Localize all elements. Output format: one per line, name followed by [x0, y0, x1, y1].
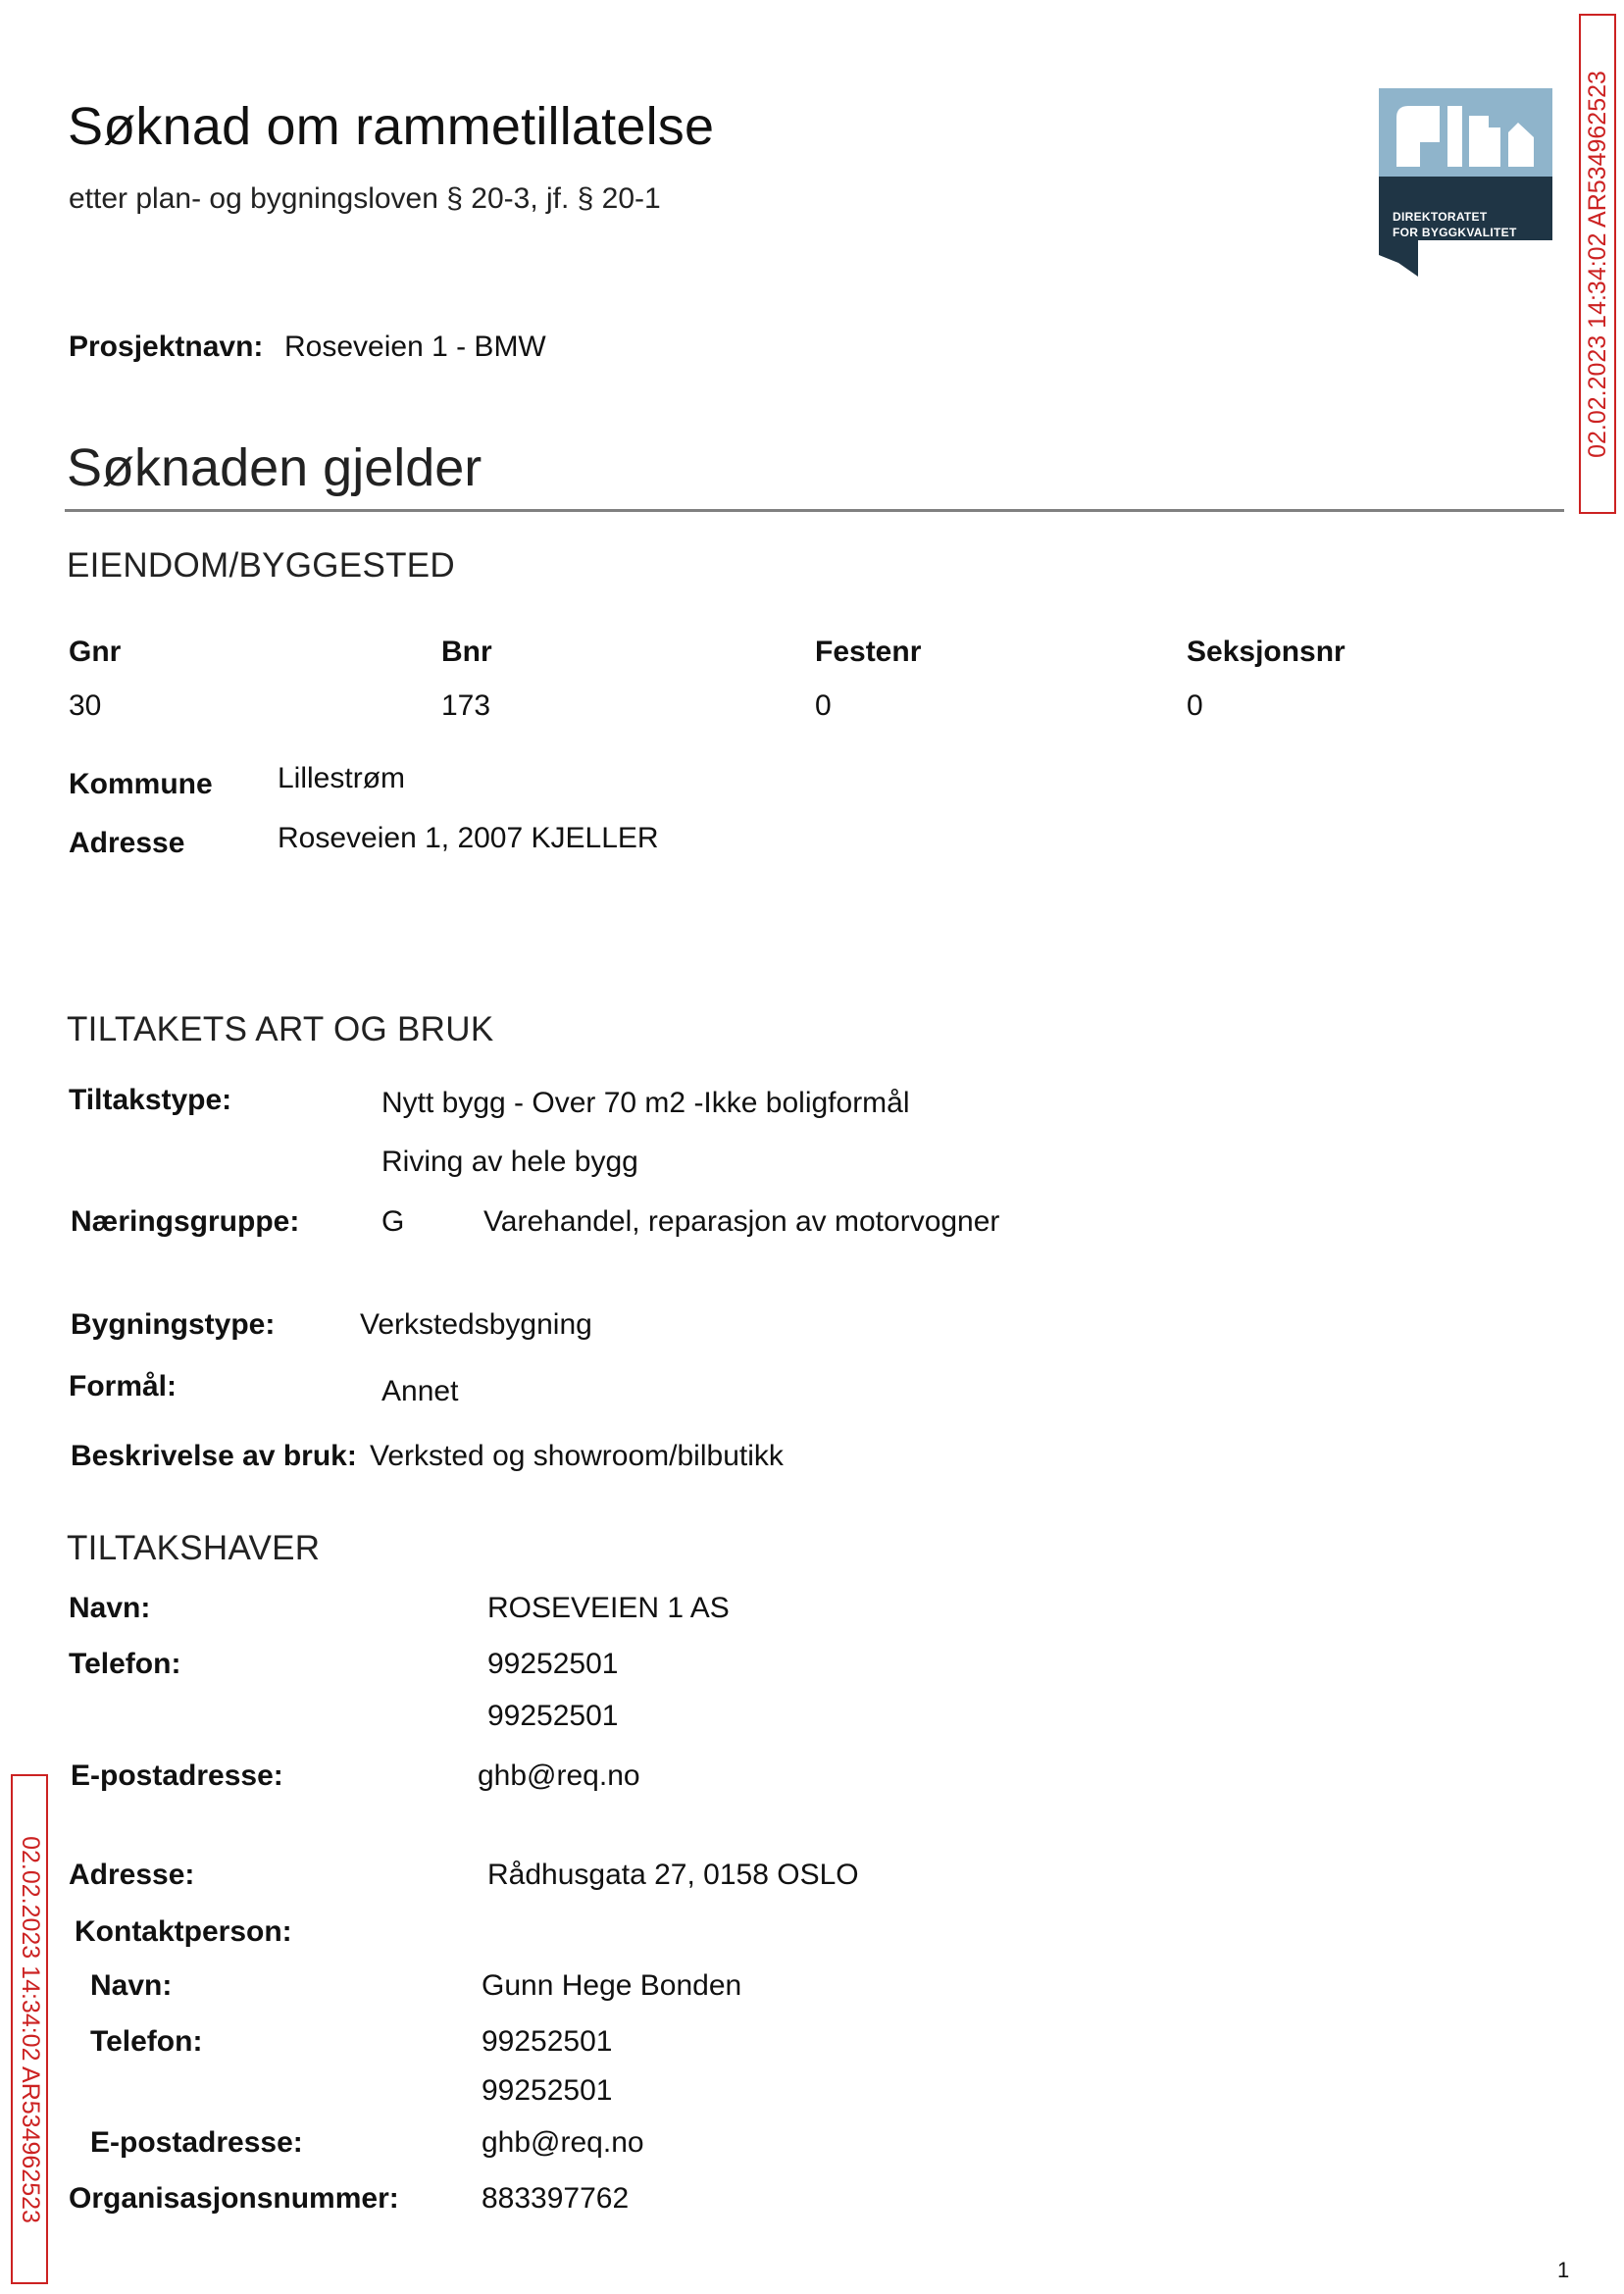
document-title: Søknad om rammetillatelse — [68, 97, 715, 156]
page-number: 1 — [1557, 2258, 1570, 2282]
property-address-value: Roseveien 1, 2007 KJELLER — [278, 822, 659, 854]
dibk-logo — [1379, 88, 1552, 277]
org-number-label: Organisasjonsnummer: — [69, 2182, 399, 2215]
owner-email-label: E-postadresse: — [71, 1759, 283, 1792]
tiltakstype-label: Tiltakstype: — [69, 1084, 232, 1116]
org-number-value: 883397762 — [482, 2182, 630, 2215]
owner-phone-value-1: 99252501 — [487, 1648, 619, 1680]
seksjonsnr-value: 0 — [1187, 689, 1203, 722]
festenr-value: 0 — [815, 689, 832, 722]
kommune-value: Lillestrøm — [278, 762, 406, 794]
contact-phone-value-1: 99252501 — [482, 2025, 613, 2058]
contact-phone-label: Telefon: — [90, 2025, 203, 2058]
naeringsgruppe-label: Næringsgruppe: — [71, 1205, 300, 1238]
seksjonsnr-label: Seksjonsnr — [1187, 636, 1345, 668]
kommune-label: Kommune — [69, 768, 213, 800]
owner-name-value: ROSEVEIEN 1 AS — [487, 1592, 730, 1624]
contact-name-label: Navn: — [90, 1969, 173, 2002]
project-name-label: Prosjektnavn: — [69, 331, 264, 363]
formaal-label: Formål: — [69, 1370, 178, 1402]
bygningstype-value: Verkstedsbygning — [360, 1308, 592, 1341]
contact-email-value: ghb@req.no — [482, 2126, 644, 2159]
bnr-value: 173 — [441, 689, 491, 722]
archive-stamp-top-text: 02.02.2023 14:34:02 AR534962523 — [1583, 70, 1611, 458]
bygningstype-label: Bygningstype: — [71, 1308, 276, 1341]
archive-stamp-bottom-text: 02.02.2023 14:34:02 AR534962523 — [16, 1835, 44, 2223]
document-subtitle: etter plan- og bygningsloven § 20-3, jf. § 20-1 — [69, 182, 661, 215]
tiltakstype-value-2: Riving av hele bygg — [381, 1146, 638, 1178]
formaal-value: Annet — [381, 1375, 459, 1407]
bruk-label: Beskrivelse av bruk: — [71, 1440, 357, 1472]
project-name-value: Roseveien 1 - BMW — [284, 331, 546, 363]
contact-name-value: Gunn Hege Bonden — [482, 1969, 742, 2002]
section-title: Søknaden gjelder — [67, 438, 482, 497]
section-divider — [65, 509, 1564, 512]
owner-address-value: Rådhusgata 27, 0158 OSLO — [487, 1859, 859, 1891]
bnr-label: Bnr — [441, 636, 492, 668]
owner-phone-label: Telefon: — [69, 1648, 181, 1680]
owner-heading: TILTAKSHAVER — [67, 1529, 321, 1567]
naeringsgruppe-value: Varehandel, reparasjon av motorvogner — [483, 1205, 1000, 1238]
festenr-label: Festenr — [815, 636, 922, 668]
owner-phone-value-2: 99252501 — [487, 1700, 619, 1732]
tiltakstype-value-1: Nytt bygg - Over 70 m2 -Ikke boligformål — [381, 1087, 910, 1119]
owner-name-label: Navn: — [69, 1592, 151, 1624]
archive-stamp-top — [1579, 14, 1616, 514]
owner-email-value: ghb@req.no — [478, 1759, 640, 1792]
property-heading: EIENDOM/BYGGESTED — [67, 546, 455, 585]
bruk-value: Verksted og showroom/bilbutikk — [370, 1440, 784, 1472]
logo-line2: FOR BYGGKVALITET — [1393, 226, 1517, 239]
property-address-label: Adresse — [69, 827, 185, 859]
gnr-value: 30 — [69, 689, 102, 722]
contact-phone-value-2: 99252501 — [482, 2074, 613, 2107]
naeringsgruppe-code: G — [381, 1205, 405, 1238]
gnr-label: Gnr — [69, 636, 122, 668]
measure-heading: TILTAKETS ART OG BRUK — [67, 1010, 494, 1048]
archive-stamp-bottom — [11, 1774, 48, 2284]
contact-person-label: Kontaktperson: — [75, 1915, 292, 1948]
contact-email-label: E-postadresse: — [90, 2126, 303, 2159]
logo-line1: DIREKTORATET — [1393, 210, 1488, 224]
owner-address-label: Adresse: — [69, 1859, 195, 1891]
